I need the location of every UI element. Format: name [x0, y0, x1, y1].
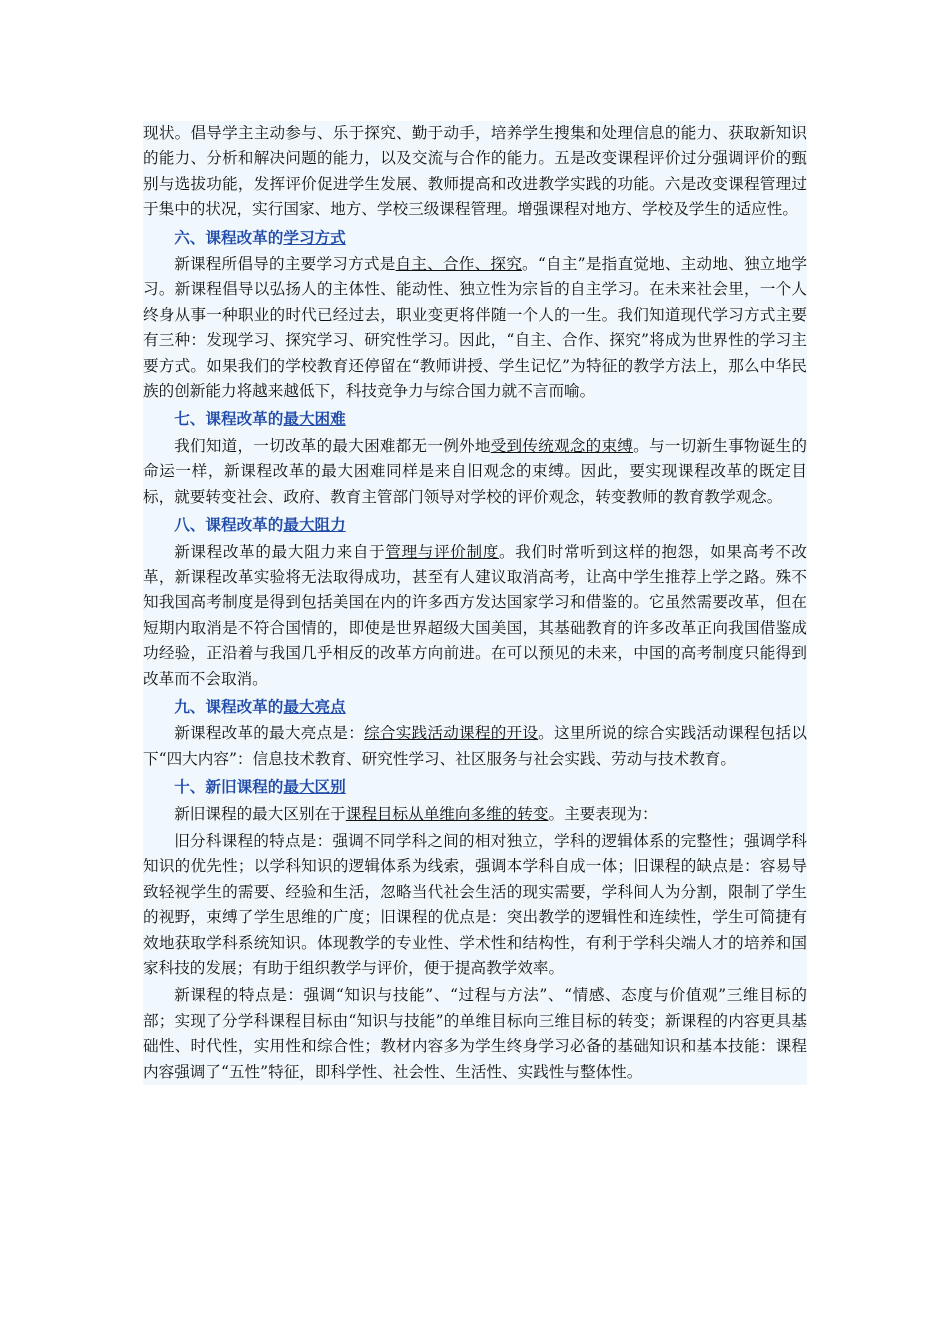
paragraph-biggest-difficulty	[143, 434, 807, 510]
text-segment: 新旧课程的最大区别在于	[174, 804, 346, 823]
underlined-phrase: 自主、合作、探究	[395, 255, 523, 274]
paragraph-old-curriculum: 旧分科课程的特点是：强调不同学科之间的相对独立，学科的逻辑体系的完整性；强调学科知识的优先性；以学科知识的逻辑体系为线索，强调本学科自成一体；旧课程的缺点是：容易导致轻视学生的需要、经验和生活，忽略当代社会生活的现实需要，学科间人为分割，限制了学生的视野，束缚了学生思维的广度；旧课程的优点是：突出教学的逻辑性和连续性，学生可简捷有效地获取学科系统知识。体现教学的专业性、学术性和结构性，有利于学科尖端人才的培养和国家科技的发展；有助于组织教学与评价，便于提高教学效率。	[143, 831, 807, 977]
heading-link-biggest-difference[interactable]: 最大区别	[283, 777, 346, 797]
heading-link-biggest-difficulty[interactable]: 最大困难	[283, 409, 346, 429]
heading-link-learning-style[interactable]: 学习方式	[283, 227, 346, 247]
heading-prefix: 七、课程改革的	[174, 409, 284, 429]
heading-biggest-highlight	[143, 692, 807, 721]
heading-prefix: 十、新旧课程的	[174, 777, 284, 797]
document-body	[143, 121, 807, 1085]
text-segment: 新课程改革的最大阻力来自于	[174, 542, 386, 561]
text-segment: 新课程所倡导的主要学习方式是	[174, 255, 396, 274]
underlined-phrase: 课程目标从单维向多维的转变	[345, 804, 549, 823]
text-segment: 。我们时常听到这样的抱怨，如果高考不改革，新课程改革实验将无法取得成功，甚至有人建议取消高考，让高中学生推荐上学之路。殊不知我国高考制度是得到包括美国在内的许多西方发达国家学习和借鉴的。它虽然需要改革，但在短期内取消是不符合国情的，即使是世界超级大国美国，其基础教育的许多改革正向我国借鉴成功经验，正沿着与我国几乎相反的改革方向前进。在可以预见的未来，中国的高考制度只能得到改革而不会取消。	[143, 542, 807, 688]
paragraph-new-curriculum: 新课程的特点是：强调“知识与技能”、“过程与方法”、“情感、态度与价值观”三维目标的部；实现了分学科课程目标由“知识与技能”的单维目标向三维目标的转变；新课程的内容更具基础性、时代性，实用性和综合性；教材内容多为学生终身学习必备的基础知识和基本技能：课程内容强调了“五性”特征，即科学性、社会性、生活性、实践性与整体性。	[143, 986, 807, 1081]
paragraph-learning-style	[143, 252, 807, 404]
text-segment: 。“自主”是指直觉地、主动地、独立地学习。新课程倡导以弘扬人的主体性、能动性、独立性为宗旨的自主学习。在未来社会里，一个人终身从事一种职业的时代已经过去，职业变更将伴随一个人的一生。我们知道现代学习方式主要有三种：发现学习、探究学习、研究性学习。因此，“自主、合作、探究”将成为世界性的学习主要方式。如果我们的学校教育还停留在“教师讲授、学生记忆”为特征的教学方法上，那么中华民族的创新能力将越来越低下，科技竞争力与综合国力就不言而喻。	[143, 255, 807, 401]
heading-biggest-difference	[143, 772, 807, 801]
text-segment: 。与一切新生事物诞生的命运一样，新课程改革的最大困难同样是来自旧观念的束缚。因此，要实现课程改革的既定目标，就要转变社会、政府、教育主管部门领导对学校的评价观念，转变教师的教育教学观念。	[143, 436, 807, 506]
heading-prefix: 九、课程改革的	[174, 696, 284, 716]
underlined-phrase: 综合实践活动课程的开设	[364, 724, 539, 743]
heading-learning-style	[143, 223, 807, 252]
paragraph-biggest-highlight	[143, 721, 807, 772]
paragraph-intro: 现状。倡导学主主动参与、乐于探究、勤于动手，培养学生搜集和处理信息的能力、获取新知识的能力、分析和解决问题的能力，以及交流与合作的能力。五是改变课程评价过分强调评价的甄别与选拔功能，发挥评价促进学生发展、教师提高和改进教学实践的功能。六是改变课程管理过于集中的状况，实行国家、地方、学校三级课程管理。增强课程对地方、学校及学生的适应性。	[143, 124, 807, 219]
heading-link-biggest-resistance[interactable]: 最大阻力	[283, 515, 346, 535]
text-segment: 。主要表现为：	[548, 804, 658, 823]
heading-biggest-difficulty	[143, 404, 807, 433]
text-segment: 新课程改革的最大亮点是：	[174, 724, 365, 743]
heading-biggest-resistance	[143, 510, 807, 539]
paragraph-biggest-difference	[143, 802, 807, 827]
underlined-phrase: 管理与评价制度	[385, 542, 500, 561]
paragraph-biggest-resistance	[143, 540, 807, 692]
heading-prefix: 八、课程改革的	[174, 515, 284, 535]
text-segment: 。这里所说的综合实践活动课程包括以下“四大内容”：信息技术教育、研究性学习、社区服务与社会实践、劳动与技术教育。	[143, 724, 807, 768]
heading-prefix: 六、课程改革的	[174, 227, 284, 247]
underlined-phrase: 受到传统观念的束缚	[490, 436, 634, 455]
heading-link-biggest-highlight[interactable]: 最大亮点	[283, 696, 346, 716]
text-segment: 我们知道，一切改革的最大困难都无一例外地	[174, 436, 491, 455]
